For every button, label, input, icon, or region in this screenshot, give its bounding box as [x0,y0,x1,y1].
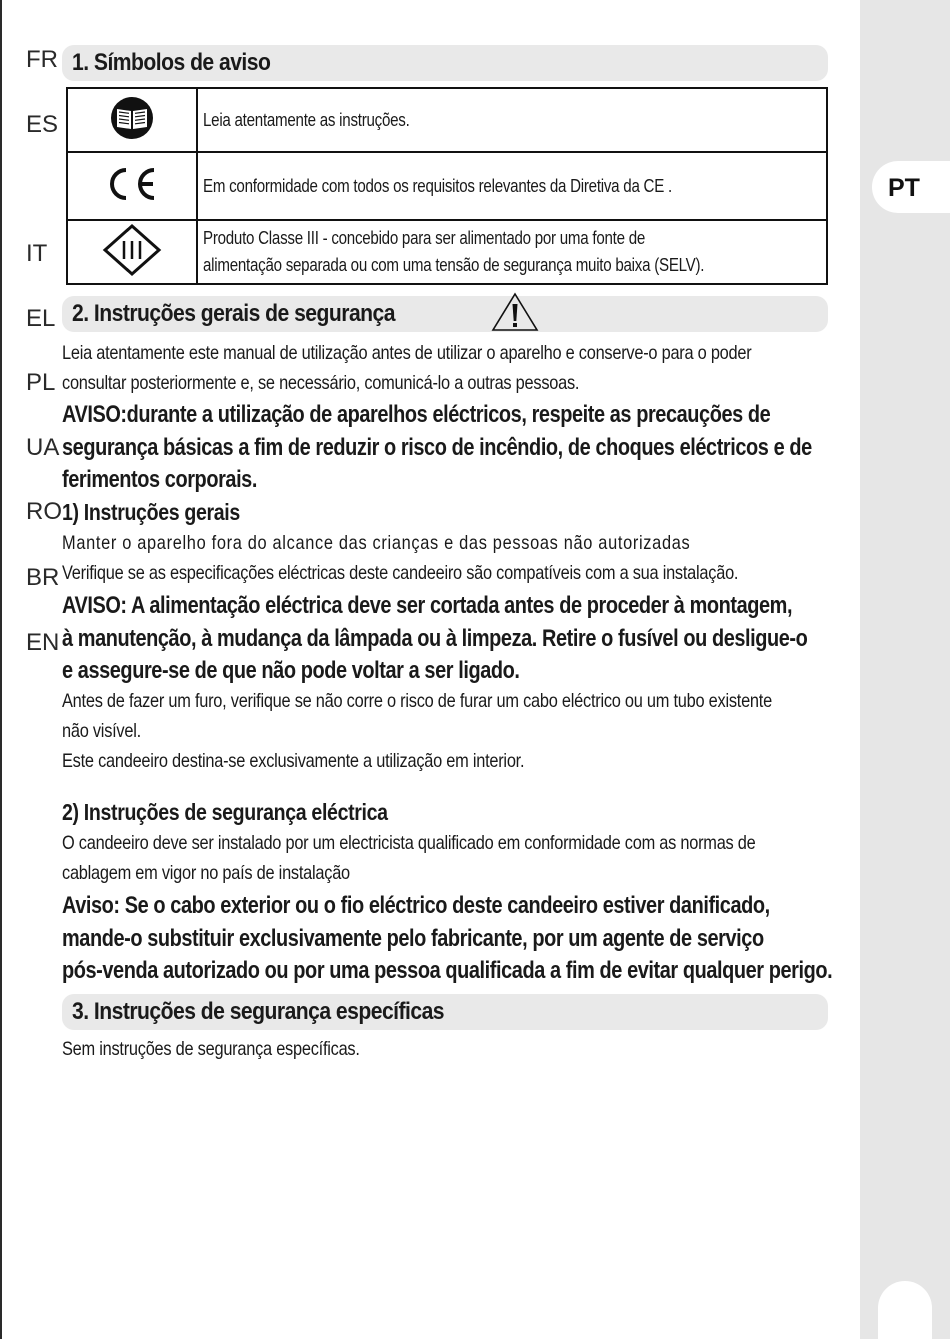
class-iii-icon [101,223,163,277]
symbol-text: alimentação separada ou com uma tensão de segurança muito baixa (SELV). [203,255,705,275]
section-2-header [62,296,828,332]
symbol-text: Leia atentamente as instruções. [203,109,410,130]
subsection-1-title: 1) Instruções gerais [62,499,240,525]
symbol-row-class-iii [67,220,827,284]
lang-tab-fr[interactable]: FR [26,46,58,73]
general-intro: Leia atentamente este manual de utilização antes de utilizar o aparelho e conserve-o para o poder consultar posteriormente e, se necessário, comunicá-lo a outras pessoas. [62,342,752,394]
lang-tab-el[interactable]: EL [26,305,56,332]
page-number-tab [878,1281,932,1341]
warning-triangle-icon [490,291,540,333]
lang-tab-pt[interactable]: PT [888,174,920,202]
symbols-table [66,87,828,285]
lang-tab-ua[interactable]: UA [26,434,60,461]
section-3-body: Sem instruções de segurança específicas. [62,1038,360,1060]
general-instructions-text: Manter o aparelho fora do alcance das crianças e das pessoas não autorizadas Verifique se as especificações eléctricas deste candeeiro são compatíveis com a sua instalação. [62,532,739,584]
lang-tab-br[interactable]: BR [26,564,60,591]
lang-tab-it[interactable]: IT [26,240,48,267]
section-3-header [62,994,828,1030]
subsection-2-title: 2) Instruções de segurança eléctrica [62,799,388,825]
symbol-text: Em conformidade com todos os requisitos relevantes da Diretiva da CE . [203,175,672,196]
page-edge [0,0,2,1339]
section-3-title: 3. Instruções de segurança específicas [72,998,445,1025]
section-1-title: 1. Símbolos de aviso [72,49,271,76]
section-1-header [62,45,828,81]
symbol-text: Produto Classe III - concebido para ser alimentado por uma fonte de [203,228,646,248]
lang-tab-ro[interactable]: RO [26,498,62,525]
drilling-note: Antes de fazer um furo, verifique se não corre o risco de furar um cabo eléctrico ou um tubo existente não visível. Este candeeiro destina-se exclusivamente a utilização em interior. [62,690,772,772]
lang-tab-en[interactable]: EN [26,629,60,656]
power-cut-warning: AVISO: A alimentação eléctrica deve ser cortada antes de proceder à montagem, à manutenção, à mudança da lâmpada ou à limpeza. Retire o fusível ou desligue-o e assegure-se de que não pode voltar a ser ligado. [62,592,808,684]
ce-mark-icon [102,164,162,204]
symbol-row-ce [67,152,827,220]
section-2-title: 2. Instruções gerais de segurança [72,300,396,327]
book-icon [106,96,158,140]
lang-tab-pl[interactable]: PL [26,369,56,396]
cable-damage-warning: Aviso: Se o cabo exterior ou o fio eléctrico deste candeeiro estiver danificado, mande-o substituir exclusivamente pelo fabricante, por um agente de serviço pós-venda autorizado ou por uma pessoa qualificada a fim de evitar qualquer perigo. [62,892,833,984]
lang-tab-es[interactable]: ES [26,111,59,138]
electrical-instructions-text: O candeeiro deve ser instalado por um electricista qualificado em conformidade com as normas de cablagem em vigor no país de instalação [62,832,756,884]
general-warning: AVISO:durante a utilização de aparelhos eléctricos, respeite as precauções de segurança básicas a fim de reduzir o risco de incêndio, de choques eléctricos e de ferimentos corporais. [62,401,812,493]
symbol-row-read-instructions [67,88,827,152]
